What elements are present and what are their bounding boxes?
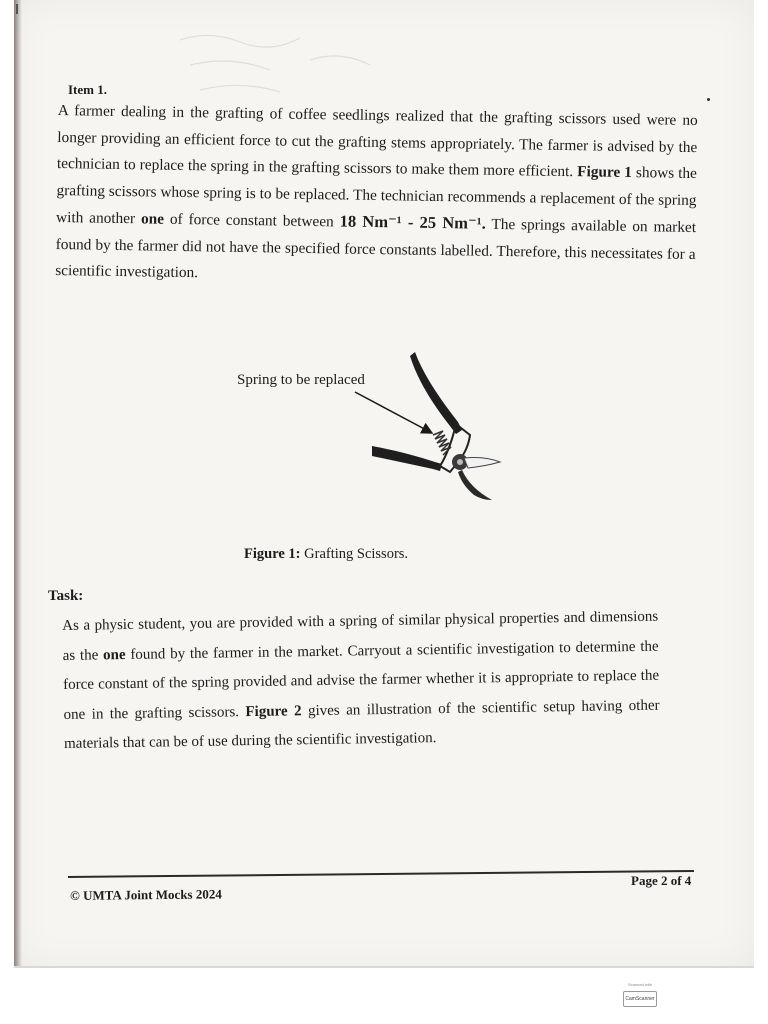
- faint-show-through: [170, 20, 390, 110]
- figure2-reference: Figure 2: [245, 702, 302, 720]
- page-bottom-edge: [14, 966, 754, 968]
- task-text-2: found by the farmer in the market. Carryout a scientific investigation to determine the force constant of the spring provided and advise the farmer whether it is appropriate to replace the one in the grafting scissors.: [63, 638, 660, 723]
- pointer-arrow: [355, 392, 432, 433]
- figure1-caption-text: Grafting Scissors.: [300, 546, 409, 562]
- scanner-watermark: [622, 982, 658, 1012]
- figure1-caption: [244, 546, 408, 563]
- item-text-1: A farmer dealing in the grafting of coffee seedlings realized that the grafting scissors used were no longer providing an efficient force to cut the grafting stems appropriately. The farmer is advised by the technician to replace the spring in the grafting scissors to make them more efficient.: [56, 101, 698, 181]
- camscanner-logo-icon: CamScanner: [623, 991, 657, 1007]
- item-one-word: one: [140, 210, 165, 228]
- grafting-scissors-drawing: [230, 340, 530, 520]
- page-edge-shadow: [14, 0, 22, 968]
- figure1-caption-label: Figure 1:: [244, 546, 301, 562]
- item-title: Item 1.: [68, 82, 107, 97]
- pivot-bolt: [457, 459, 463, 465]
- task-one-word: one: [102, 646, 126, 663]
- spring-label: Spring to be replaced: [237, 372, 365, 388]
- task-heading: Task:: [48, 588, 84, 604]
- footer-copyright: © UMTA Joint Mocks 2024: [70, 886, 222, 903]
- item-text-2: shows the grafting scissors whose spring is to be replaced. The technician recommends a replacement of the spring with another: [55, 164, 698, 228]
- page-number: Page 2 of 4: [631, 873, 692, 888]
- stray-dot: [707, 98, 710, 101]
- item-text-4: The springs available on market found by the farmer did not have the specified force constants labelled. Therefore, this necessitates for a scientific investigation.: [55, 215, 697, 282]
- force-constant-range: 18 Nm⁻¹ - 25 Nm⁻¹.: [339, 211, 486, 233]
- task-paragraph: [62, 603, 660, 760]
- task-text-1: As a physic student, you are provided with a spring of similar physical properties and dimensions as the: [62, 608, 659, 664]
- item-text-3: of force constant between: [163, 210, 340, 231]
- scissors-lower-blade: [458, 470, 492, 500]
- task-text-3: gives an illustration of the scientific setup having other materials that can be of use during the scientific investigation.: [63, 697, 660, 752]
- scissors-lower-handle: [372, 446, 442, 471]
- item-paragraph: [55, 98, 698, 295]
- margin-mark: [16, 4, 18, 14]
- scissors-upper-blade: [464, 458, 500, 469]
- scissors-upper-handle: [410, 352, 462, 434]
- figure1-reference: Figure 1: [577, 163, 633, 182]
- figure1-illustration: [230, 340, 530, 520]
- scanner-caption: Scanned with: [627, 982, 652, 987]
